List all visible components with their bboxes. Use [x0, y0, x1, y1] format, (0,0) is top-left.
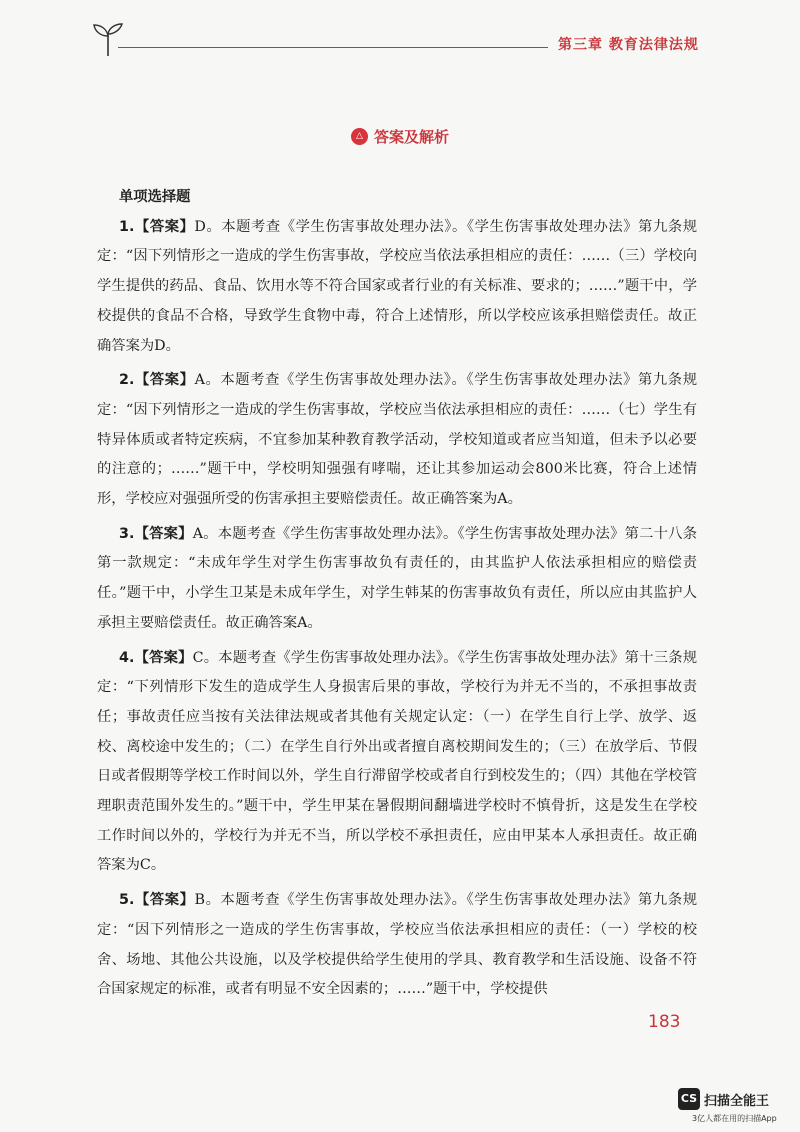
watermark-subtitle: 3亿人都在用的扫描App: [692, 1114, 777, 1123]
answer-item-1: 1.【答案】D。本题考查《学生伤害事故处理办法》。《学生伤害事故处理办法》第九条规定：“因下列情形之一造成的学生伤害事故，学校应当依法承担相应的责任：……（三）学校向学生提供的药品、食品、饮用水等不符合国家或者行业的有关标准、要求的；……”题干中，学校提供的食品不合格，导致学生食物中毒，符合上述情形，所以学校应该承担赔偿责任。故正确答案为D。: [97, 218, 697, 354]
watermark-title: 扫描全能王: [704, 1094, 770, 1109]
answer-tag: 【答案】: [134, 649, 193, 666]
chapter-title: 第三章 教育法律法规: [558, 37, 699, 53]
answer-text: A。本题考查《学生伤害事故处理办法》。《学生伤害事故处理办法》第九条规定：“因下列情形之一造成的学生伤害事故，学校应当依法承担相应的责任：……（七）学生有特异体质或者特定疾病，不宜参加某种教育教学活动，学校知道或者应当知道，但未予以必要的注意的；……”题干中，学校明知强强有哮喘，还让其参加运动会800米比赛，符合上述情形，学校应对强强所受的伤害承担主要赔偿责任。故正确答案为A。: [97, 372, 698, 508]
section-title: 答案及解析: [373, 128, 449, 146]
scanner-watermark: [678, 1088, 796, 1128]
answer-text: B。本题考查《学生伤害事故处理办法》。《学生伤害事故处理办法》第九条规定：“因下列情形之一造成的学生伤害事故，学校应当依法承担相应的责任：（一）学校的校舍、场地、其他公共设施，以及学校提供给学生使用的学具、教育教学和生活设施、设备不符合国家规定的标准，或者有明显不安全因素的；……”题干中，学校提供: [97, 892, 698, 998]
answer-item-4: 4.【答案】C。本题考查《学生伤害事故处理办法》。《学生伤害事故处理办法》第十三条规定：“下列情形下发生的造成学生人身损害后果的事故，学校行为并无不当的，不承担事故责任；事故责任应当按有关法律法规或者其他有关规定认定：（一）在学生自行上学、放学、返校、离校途中发生的；（二）在学生自行外出或者擅自离校期间发生的；（三）在放学后、节假日或者假期等学校工作时间以外，学生自行滞留学校或者自行到校发生的；（四）其他在学校管理职责范围外发生的。”题干中，学生甲某在暑假期间翻墙进学校时不慎骨折，这是发生在学校工作时间以外的，学校行为并无不当，所以学校不承担责任，应由甲某本人承担责任。故正确答案为C。: [97, 649, 698, 874]
answer-item-2: 2.【答案】A。本题考查《学生伤害事故处理办法》。《学生伤害事故处理办法》第九条规定：“因下列情形之一造成的学生伤害事故，学校应当依法承担相应的责任：……（七）学生有特异体质或者特定疾病，不宜参加某种教育教学活动，学校知道或者应当知道，但未予以必要的注意的；……”题干中，学校明知强强有哮喘，还让其参加运动会800米比赛，符合上述情形，学校应对强强所受的伤害承担主要赔偿责任。故正确答案为A。: [97, 372, 698, 508]
answer-item-5: 5.【答案】B。本题考查《学生伤害事故处理办法》。《学生伤害事故处理办法》第九条规定：“因下列情形之一造成的学生伤害事故，学校应当依法承担相应的责任：（一）学校的校舍、场地、其他公共设施，以及学校提供给学生使用的学具、教育教学和生活设施、设备不符合国家规定的标准，或者有明显不安全因素的；……”题干中，学校提供: [97, 892, 698, 998]
answer-tag: 【答案】: [134, 892, 195, 909]
sprout-icon: [90, 18, 126, 58]
header-divider: [118, 47, 548, 48]
answer-tag: 【答案】: [134, 218, 195, 235]
answer-text: A。本题考查《学生伤害事故处理办法》。《学生伤害事故处理办法》第二十八条第一款规定：“未成年学生对学生伤害事故负有责任的，由其监护人依法承担相应的赔偿责任。”题干中，小学生卫某是未成年学生，对学生韩某的伤害事故负有责任，所以应由其监护人承担主要赔偿责任。故正确答案A。: [97, 525, 697, 631]
section-badge-icon: △: [351, 128, 368, 145]
answer-tag: 【答案】: [134, 372, 195, 389]
section-heading: [0, 126, 800, 147]
answer-item-3: 3.【答案】A。本题考查《学生伤害事故处理办法》。《学生伤害事故处理办法》第二十八条第一款规定：“未成年学生对学生伤害事故负有责任的，由其监护人依法承担相应的赔偿责任。”题干中，小学生卫某是未成年学生，对学生韩某的伤害事故负有责任，所以应由其监护人承担主要赔偿责任。故正确答案A。: [97, 525, 697, 631]
question-type-heading: 单项选择题: [119, 189, 191, 205]
answer-tag: 【答案】: [134, 525, 193, 542]
camscanner-logo-icon: CS: [678, 1088, 700, 1110]
answer-text: D。本题考查《学生伤害事故处理办法》。《学生伤害事故处理办法》第九条规定：“因下列情形之一造成的学生伤害事故，学校应当依法承担相应的责任：……（三）学校向学生提供的药品、食品、饮用水等不符合国家或者行业的有关标准、要求的；……”题干中，学校提供的食品不合格，导致学生食物中毒，符合上述情形，所以学校应该承担赔偿责任。故正确答案为D。: [97, 218, 697, 354]
answer-text: C。本题考查《学生伤害事故处理办法》。《学生伤害事故处理办法》第十三条规定：“下列情形下发生的造成学生人身损害后果的事故，学校行为并无不当的，不承担事故责任；事故责任应当按有关法律法规或者其他有关规定认定：（一）在学生自行上学、放学、返校、离校途中发生的；（二）在学生自行外出或者擅自离校期间发生的；（三）在放学后、节假日或者假期等学校工作时间以外，学生自行滞留学校或者自行到校发生的；（四）其他在学校管理职责范围外发生的。”题干中，学生甲某在暑假期间翻墙进学校时不慎骨折，这是发生在学校工作时间以外的，学校行为并无不当，所以学校不承担责任，应由甲某本人承担责任。故正确答案为C。: [97, 649, 698, 874]
page-number: 183: [648, 1012, 681, 1032]
answer-content: [97, 183, 697, 1010]
